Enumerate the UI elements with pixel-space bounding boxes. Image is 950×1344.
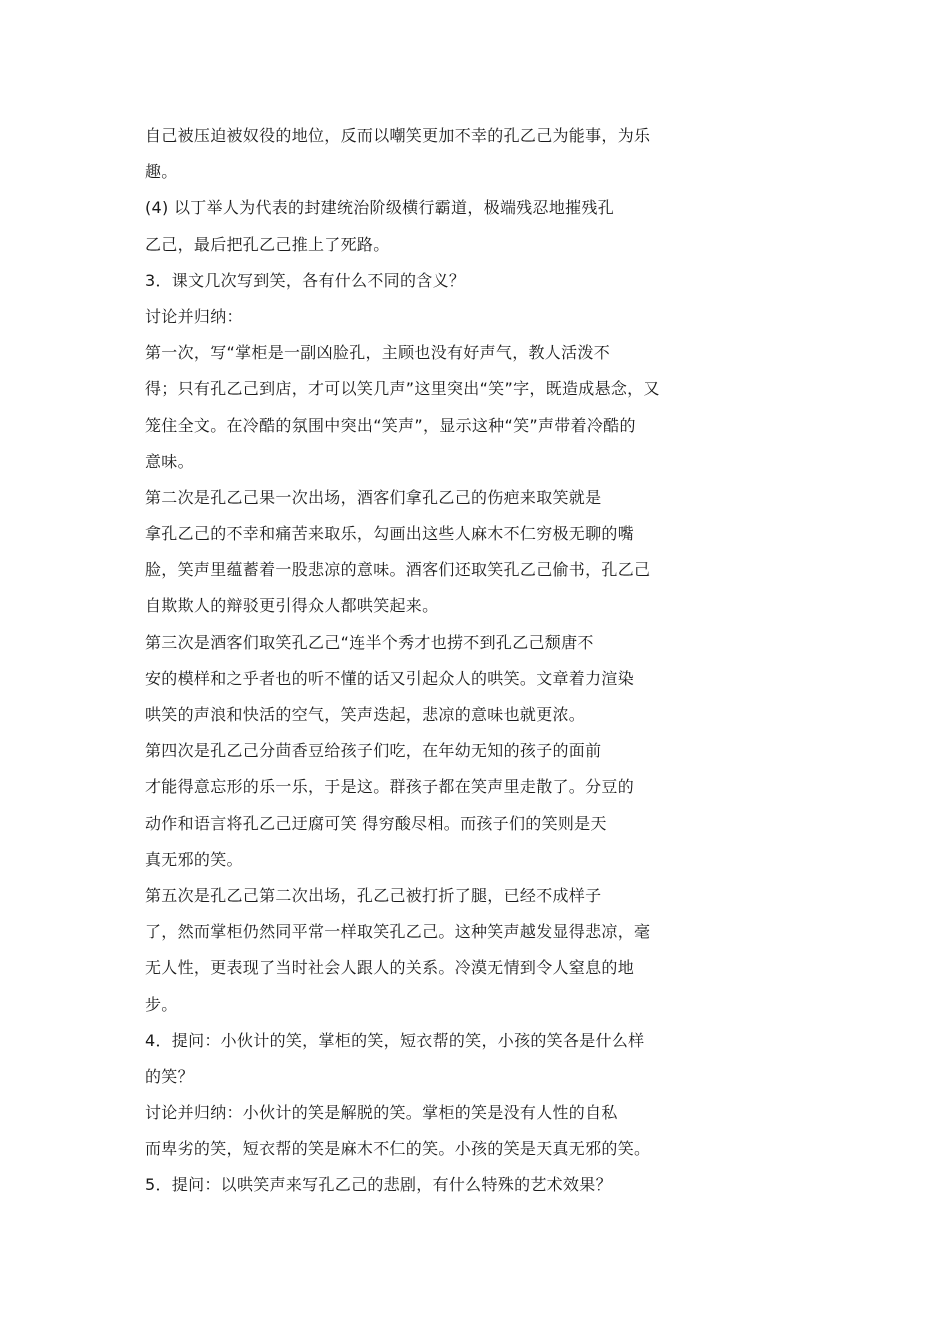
text-line: 得；只有孔乙己到店，才可以笑几声”这里突出“笑”字，既造成悬念，又 [145, 379, 660, 399]
text-line: 而卑劣的笑，短衣帮的笑是麻木不仁的笑。小孩的笑是天真无邪的笑。 [145, 1139, 651, 1159]
text-line: 动作和语言将孔乙己迂腐可笑 得穷酸尽相。而孩子们的笑则是天 [145, 813, 607, 833]
question-heading: 3．课文几次写到笑，各有什么不同的含义？ [145, 270, 466, 290]
text-line: 第一次，写“掌柜是一副凶脸孔，主顾也没有好声气，教人活泼不 [145, 343, 610, 363]
text-line: 脸，笑声里蕴蓄着一股悲凉的意味。酒客们还取笑孔乙己偷书，孔乙己 [145, 560, 651, 580]
text-line: 了，然而掌柜仍然同平常一样取笑孔乙己。这种笑声越发显得悲凉，毫 [145, 922, 651, 942]
text-line: 第四次是孔乙己分茴香豆给孩子们吃，在年幼无知的孩子的面前 [145, 741, 602, 761]
text-line: 乙己，最后把孔乙己推上了死路。 [145, 234, 390, 254]
text-line: 的笑？ [145, 1066, 194, 1086]
text-line: 第五次是孔乙己第二次出场，孔乙己被打折了腿，已经不成样子 [145, 885, 602, 905]
text-line: 自己被压迫被奴役的地位，反而以嘲笑更加不幸的孔乙己为能事，为乐 [145, 126, 651, 145]
text-line: 拿孔乙己的不幸和痛苦来取乐，勾画出这些人麻木不仁穷极无聊的嘴 [145, 524, 635, 544]
text-line: 第二次是孔乙己果一次出场，酒客们拿孔乙己的伤疤来取笑就是 [145, 487, 602, 507]
question-heading: 4．提问：小伙计的笑，掌柜的笑，短衣帮的笑，小孩的笑各是什么样 [145, 1030, 645, 1050]
text-line: 意味。 [145, 451, 194, 471]
question-heading: 5．提问：以哄笑声来写孔乙己的悲剧，有什么特殊的艺术效果？ [145, 1175, 612, 1195]
text-line: 笼住全文。在冷酷的氛围中突出“笑声”，显示这种“笑”声带着冷酷的 [145, 415, 636, 435]
text-line: (4) 以丁举人为代表的封建统治阶级横行霸道，极端残忍地摧残孔 [145, 198, 615, 218]
text-line: 哄笑的声浪和快活的空气，笑声迭起，悲凉的意味也就更浓。 [145, 705, 586, 724]
text-line: 才能得意忘形的乐一乐，于是这。群孩子都在笑声里走散了。分豆的 [145, 777, 635, 797]
text-line: 真无邪的笑。 [145, 849, 243, 869]
document-body [145, 124, 865, 1210]
text-line: 安的模样和之乎者也的听不懂的话又引起众人的哄笑。文章着力渲染 [145, 668, 635, 688]
text-line: 自欺欺人的辩驳更引得众人都哄笑起来。 [145, 596, 439, 616]
text-line: 无人性，更表现了当时社会人跟人的关系。冷漠无情到令人窒息的地 [145, 958, 635, 978]
text-line: 讨论并归纳：小伙计的笑是解脱的笑。掌柜的笑是没有人性的自私 [145, 1103, 618, 1123]
text-line: 步。 [145, 994, 178, 1014]
text-line: 趣。 [145, 162, 178, 182]
text-line: 讨论并归纳： [145, 306, 243, 326]
text-line: 第三次是酒客们取笑孔乙己“连半个秀才也捞不到孔乙己颓唐不 [145, 632, 594, 652]
